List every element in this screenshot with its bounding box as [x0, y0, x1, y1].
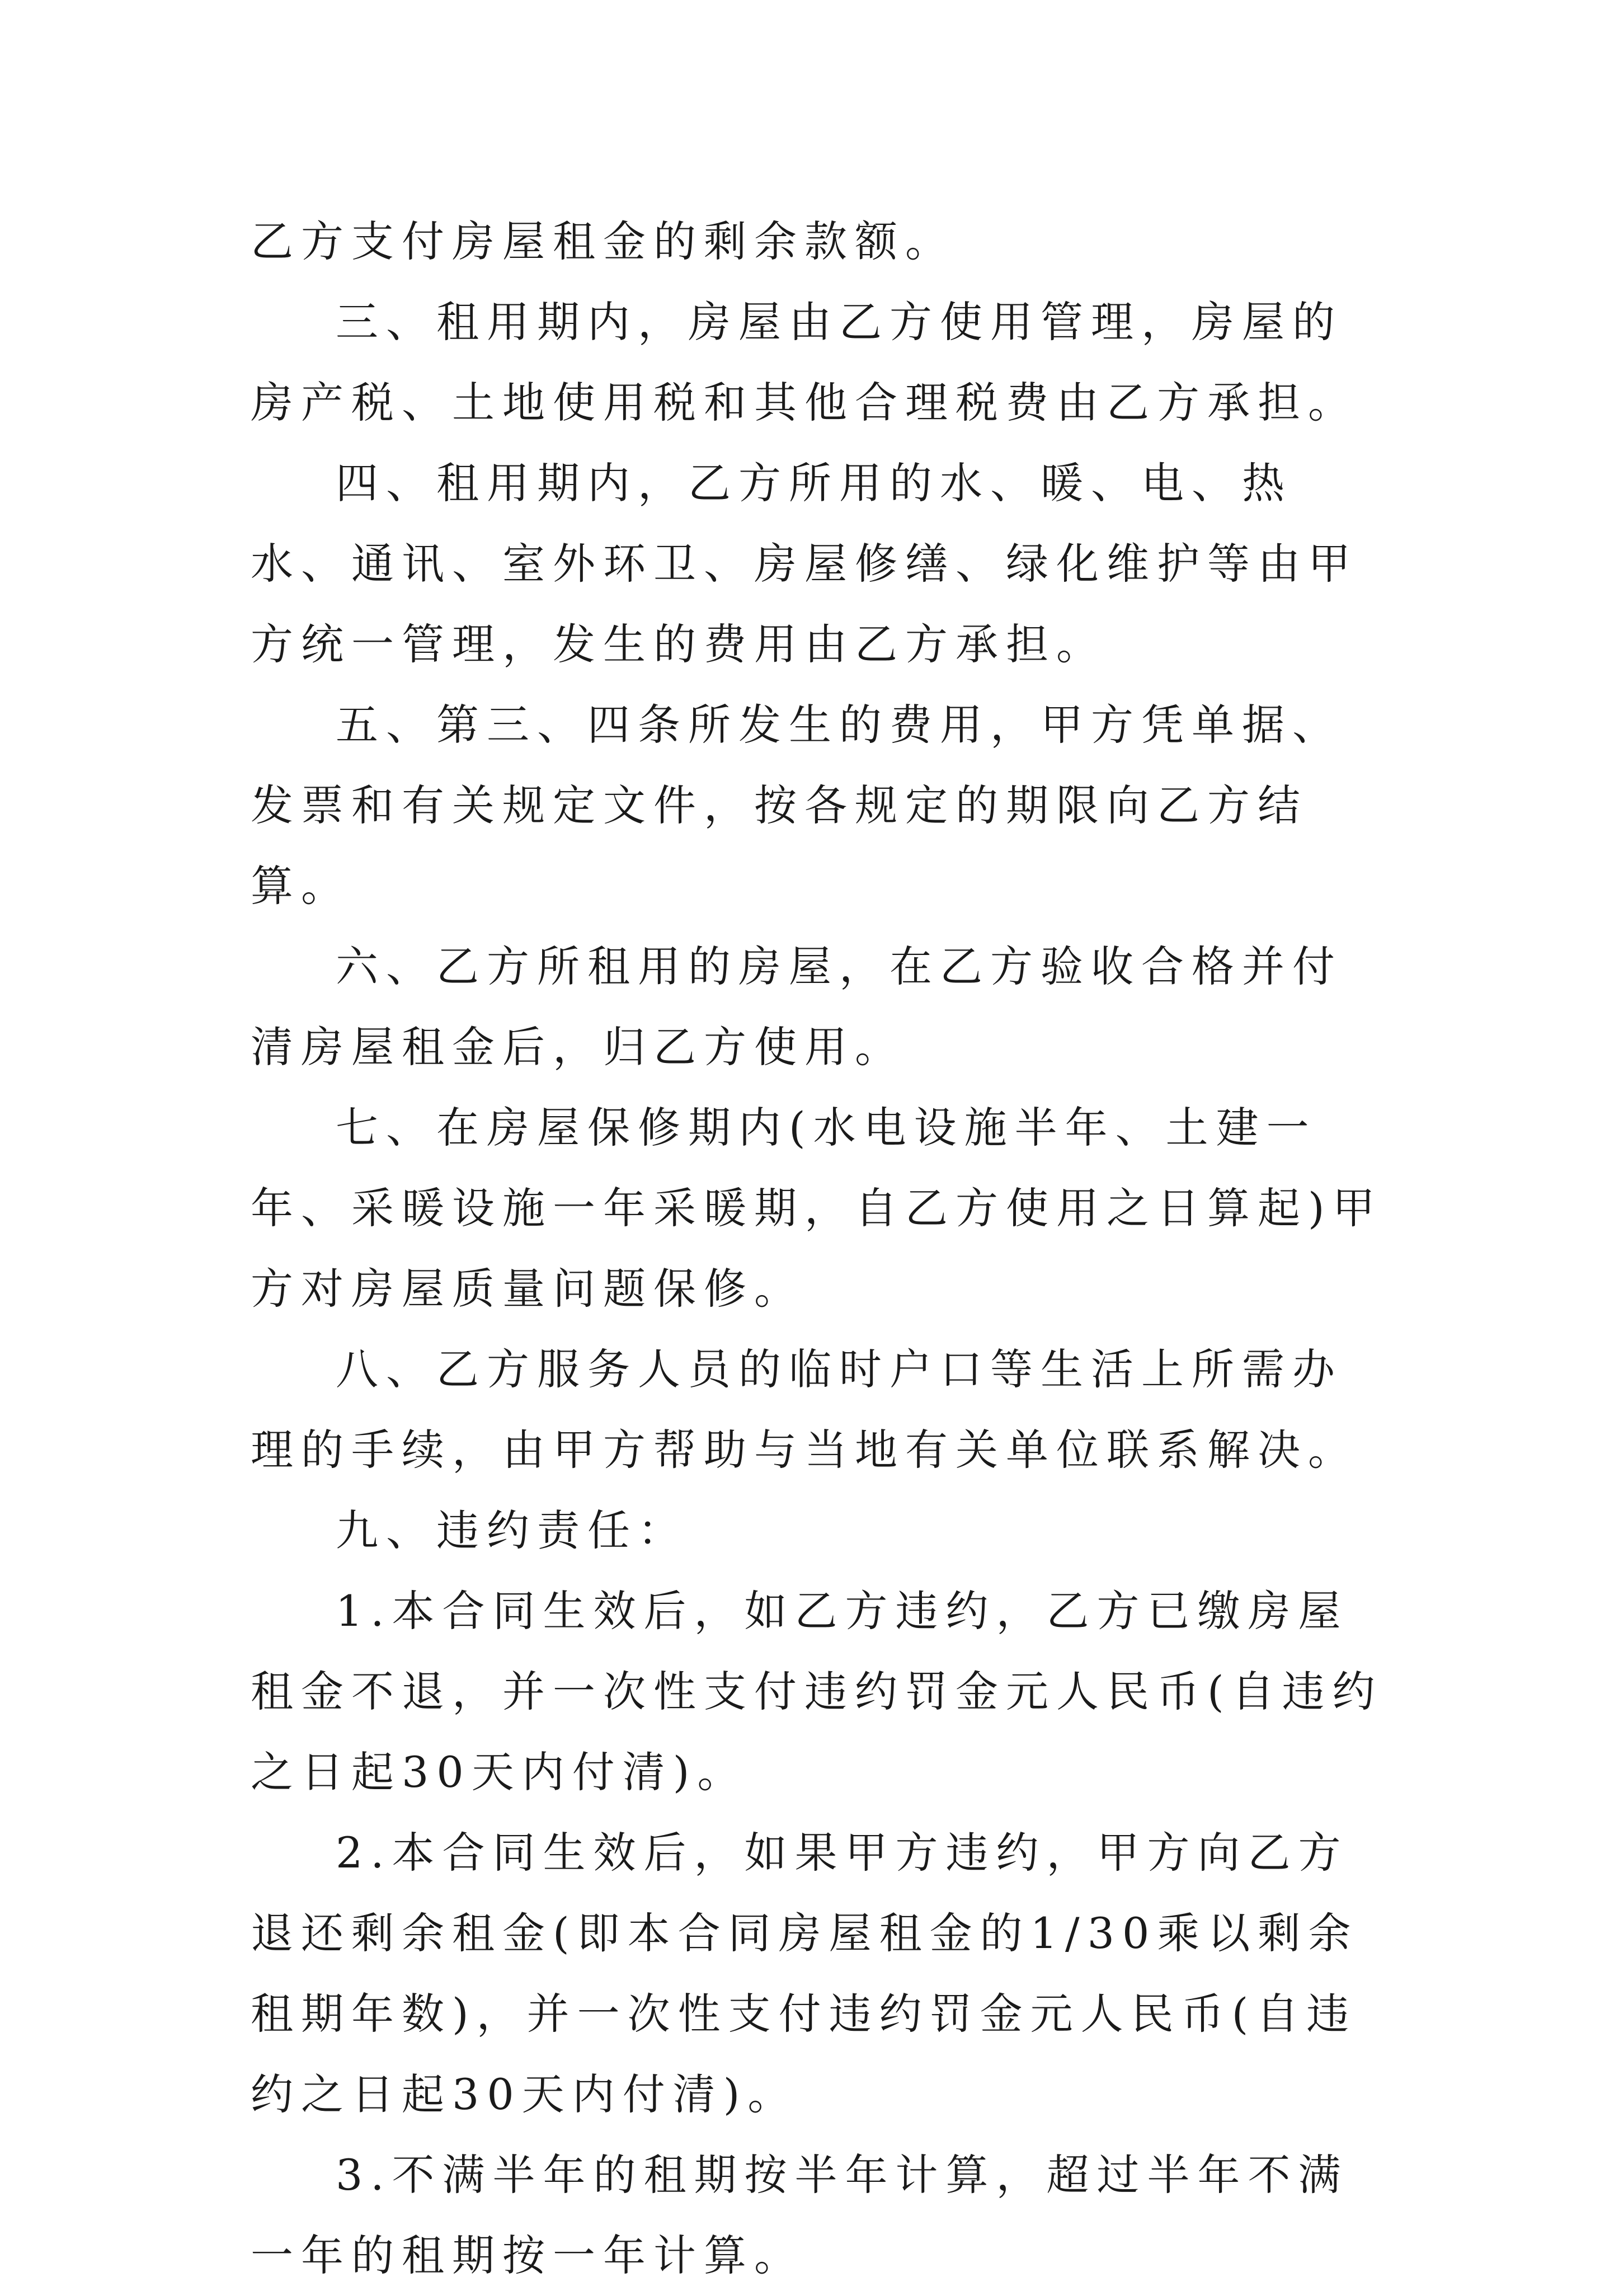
- paragraph-clause-8: 八、乙方服务人员的临时户口等生活上所需办理的手续，由甲方帮助与当地有关单位联系解决。: [251, 1344, 1358, 1475]
- paragraph-clause-5: 五、第三、四条所发生的费用，甲方凭单据、发票和有关规定文件，按各规定的期限向乙方结算。: [251, 700, 1343, 911]
- document-body: [251, 201, 1386, 2296]
- paragraph-clause-7: 七、在房屋保修期内(水电设施半年、土建一年、采暖设施一年采暖期，自乙方使用之日算起)甲方对房屋质量问题保修。: [251, 1103, 1383, 1314]
- paragraph-clause-9-item-1: 1.本合同生效后，如乙方违约，乙方已缴房屋租金不退，并一次性支付违约罚金元人民币(自违约之日起30天内付清)。: [251, 1586, 1383, 1797]
- paragraph-clause-3: 三、租用期内，房屋由乙方使用管理，房屋的房产税、土地使用税和其他合理税费由乙方承担。: [251, 297, 1358, 427]
- paragraph-clause-6: 六、乙方所租用的房屋，在乙方验收合格并付清房屋租金后，归乙方使用。: [251, 942, 1343, 1072]
- paragraph-clause-9-item-3: 3.不满半年的租期按半年计算，超过半年不满一年的租期按一年计算。: [251, 2150, 1349, 2280]
- paragraph-clause-4: 四、租用期内，乙方所用的水、暖、电、热水、通讯、室外环卫、房屋修缮、绿化维护等由甲方统一管理，发生的费用由乙方承担。: [251, 458, 1358, 669]
- paragraph-clause-9-item-2: 2.本合同生效后，如果甲方违约，甲方向乙方退还剩余租金(即本合同房屋租金的1/30乘以剩余租期年数)，并一次性支付违约罚金元人民币(自违约之日起30天内付清)。: [251, 1828, 1359, 2119]
- paragraph-continuation: 乙方支付房屋租金的剩余款额。: [251, 217, 956, 266]
- paragraph-clause-9-heading: 九、违约责任：: [336, 1505, 688, 1555]
